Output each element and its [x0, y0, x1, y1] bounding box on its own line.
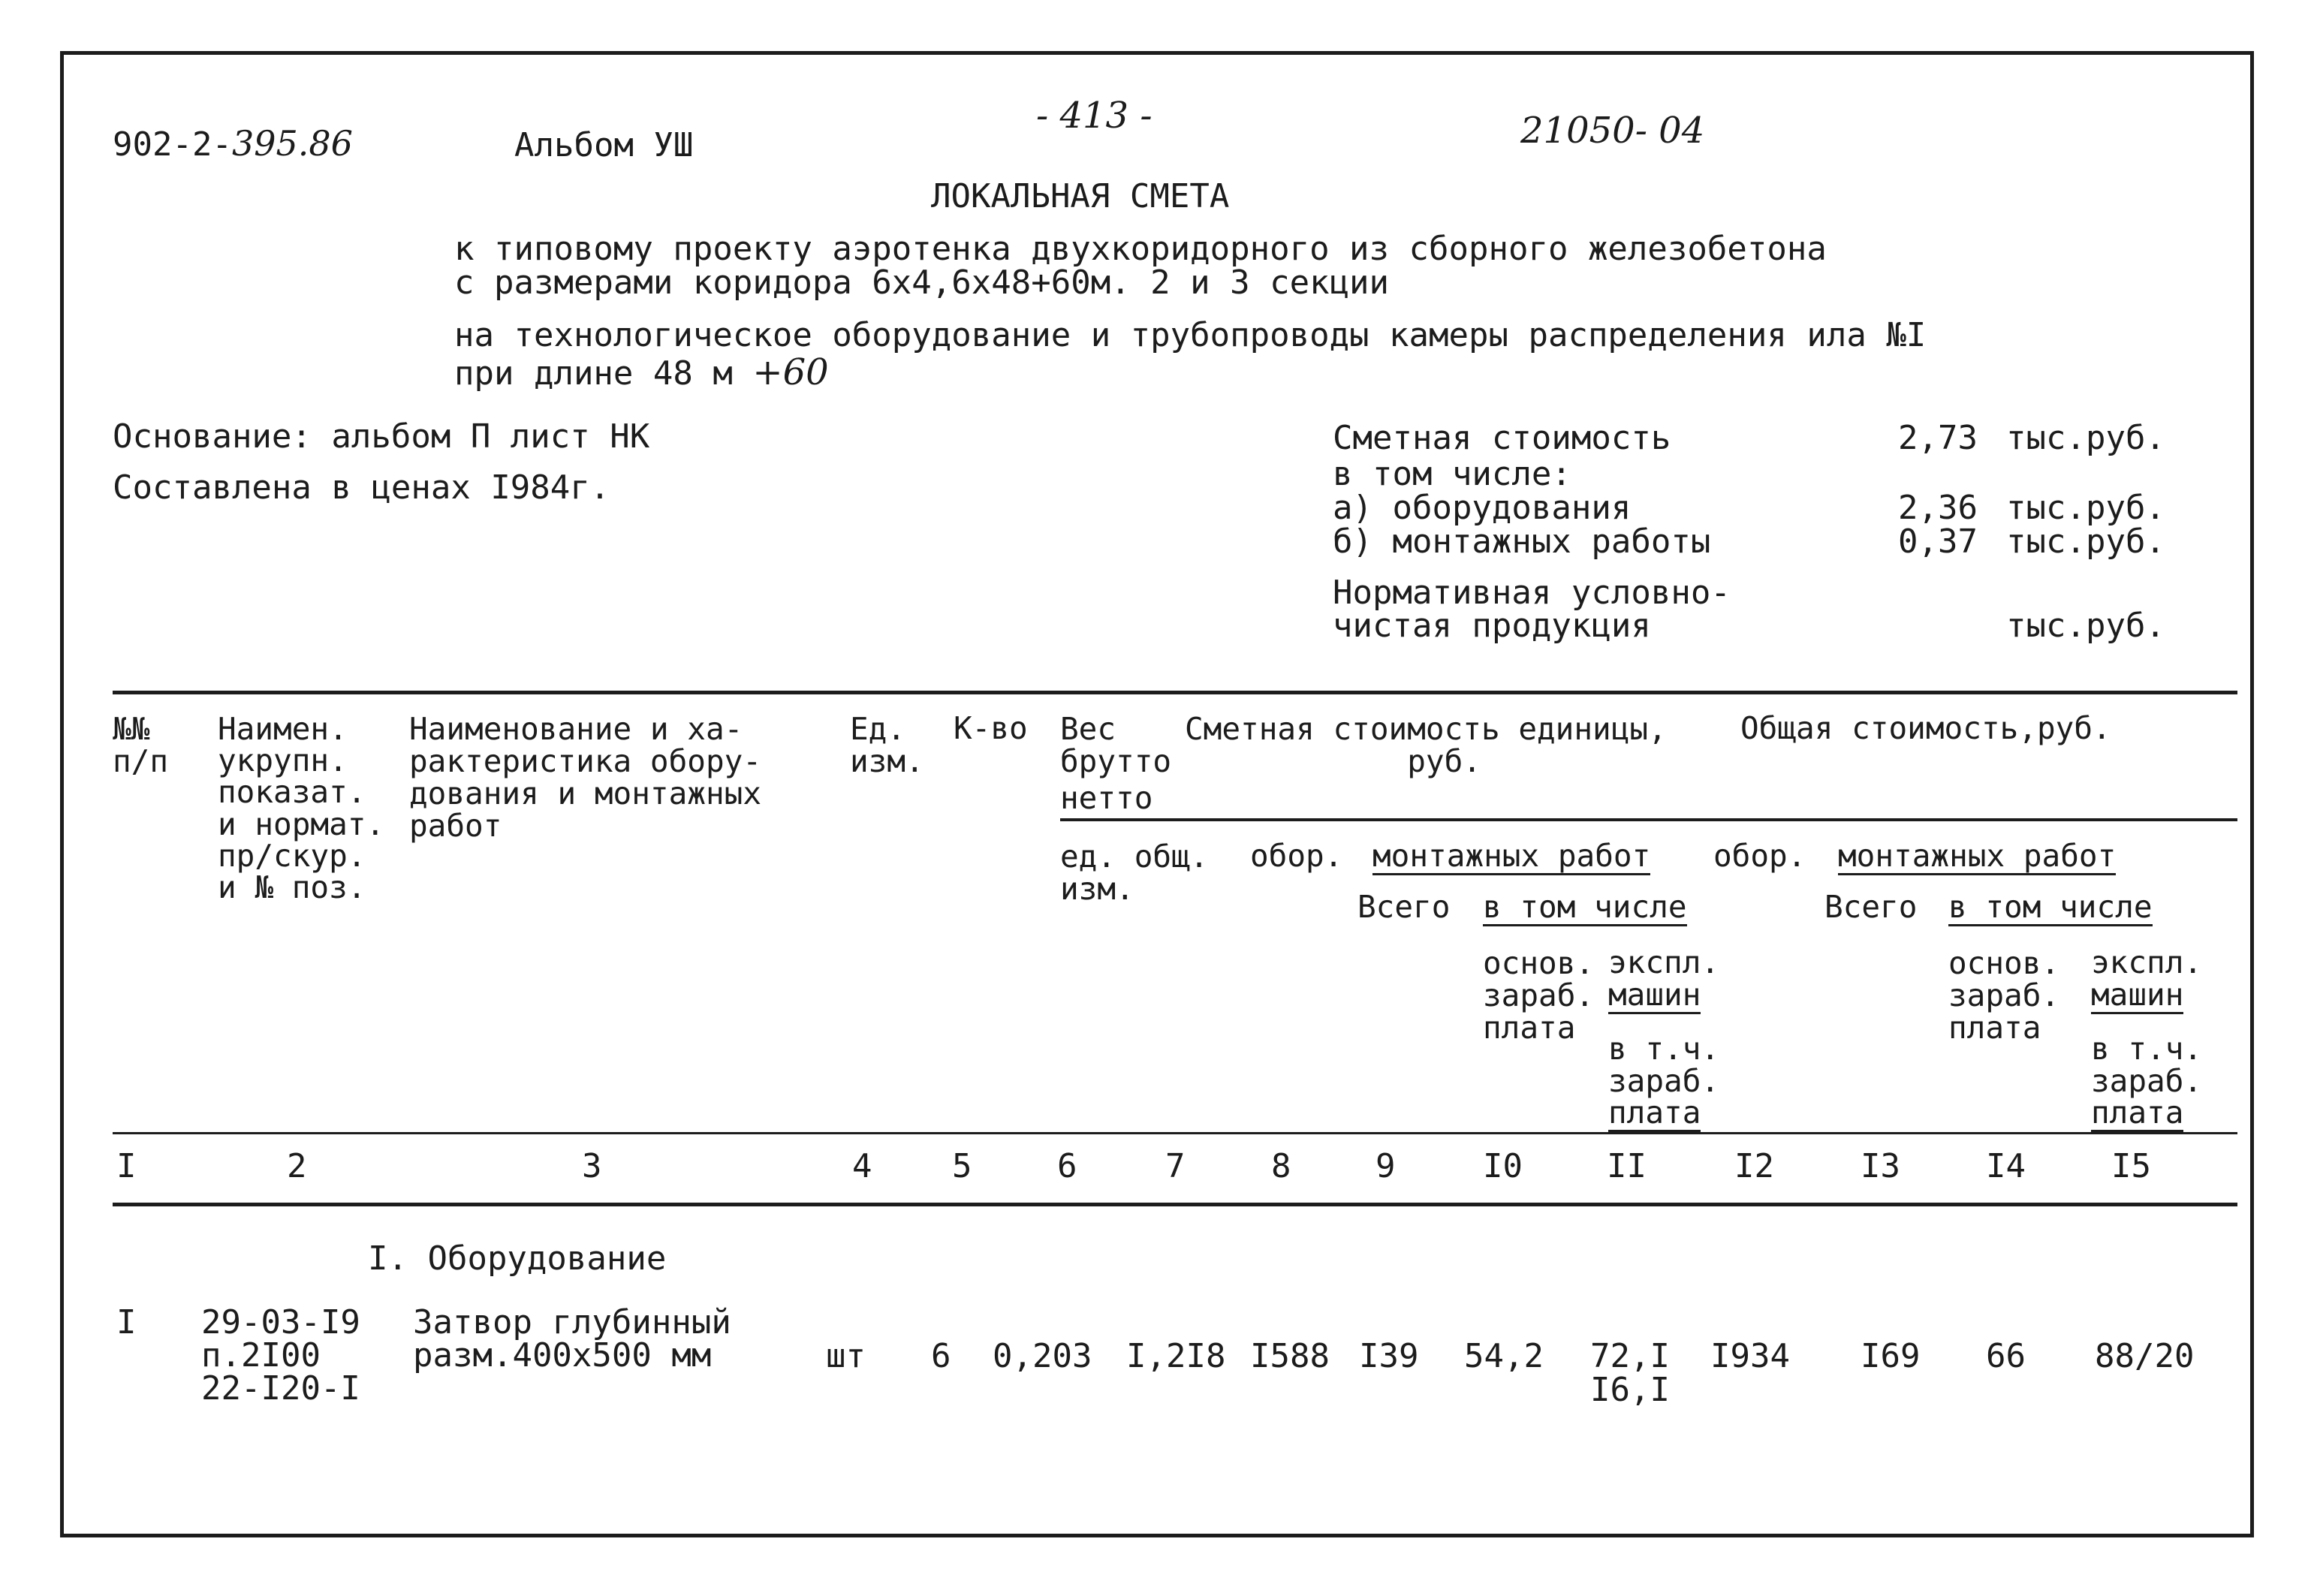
- col-number: I: [116, 1147, 137, 1185]
- title-line-2: с размерами коридора 6х4,6х48+60м. 2 и 3 секции: [454, 263, 1390, 302]
- col-number: 5: [952, 1147, 972, 1185]
- col-number: 9: [1375, 1147, 1396, 1185]
- col-header-wage-2: основ. зараб. плата: [1948, 945, 2060, 1046]
- cost-norm-label-2: чистая продукция: [1333, 607, 1651, 645]
- col-header-name: Наименование и ха- рактеристика обору- дования и монтажных работ: [409, 711, 761, 845]
- cost-norm-unit: тыс.руб.: [2006, 607, 2165, 645]
- frame-right: [2250, 51, 2254, 1536]
- col-header-wage-1: основ. зараб. плата: [1483, 945, 1595, 1046]
- col-header-mach-wage-2: в т.ч. зараб.: [2091, 1031, 2203, 1100]
- row-name: Затвор глубинный разм.400х500 мм: [413, 1303, 731, 1375]
- numbers-bottom-rule: [113, 1203, 2237, 1206]
- row-total-mount: I69: [1861, 1337, 1921, 1375]
- cost-mounting-label: б) монтажных работы: [1333, 522, 1711, 561]
- col-number: I3: [1861, 1147, 1900, 1185]
- row-unit-equip: I588: [1250, 1337, 1330, 1375]
- rule-netto: [1060, 818, 2237, 821]
- doc-code: 902-2-395.86: [113, 123, 353, 164]
- col-header-mach-1: экспл.: [1608, 944, 1720, 980]
- col-header-equip-total: обор.: [1713, 838, 1806, 874]
- cost-norm-label-1: Нормативная условно-: [1333, 574, 1731, 612]
- frame-top: [60, 51, 2254, 55]
- row-unit-wage: 54,2: [1464, 1337, 1544, 1375]
- col-header-total-1: Всего: [1357, 889, 1451, 925]
- col-number: 8: [1271, 1147, 1291, 1185]
- col-number: 2: [287, 1147, 307, 1185]
- section-title: I. Оборудование: [368, 1239, 667, 1278]
- table-top-rule: [113, 691, 2237, 694]
- cost-mounting-unit: тыс.руб.: [2006, 522, 2165, 561]
- col-header-mach-wage-1b: плата: [1608, 1095, 1701, 1131]
- col-header-mach-wage-2b: плата: [2091, 1095, 2184, 1131]
- title-line-4: при длине 48 м +60: [454, 351, 829, 393]
- col-number: I5: [2111, 1147, 2151, 1185]
- col-number: I4: [1986, 1147, 2026, 1185]
- col-header-mount-unit: монтажных работ: [1372, 838, 1651, 874]
- header-bottom-rule: [113, 1132, 2237, 1134]
- cost-equipment-value: 2,36: [1898, 489, 1978, 527]
- col-header-mach-1b: машин: [1608, 977, 1701, 1013]
- col-header-net: нетто: [1060, 780, 1153, 816]
- col-header-per-unit: ед. общ. изм.: [1060, 839, 1209, 908]
- col-header-equip-unit: обор.: [1250, 838, 1343, 874]
- col-number: I2: [1734, 1147, 1774, 1185]
- col-header-mach-wage-1: в т.ч. зараб.: [1608, 1031, 1720, 1100]
- doc-title: ЛОКАЛЬНАЯ СМЕТА: [931, 177, 1230, 215]
- doc-number: 21050- 04: [1520, 110, 1705, 152]
- col-number: 3: [582, 1147, 602, 1185]
- cost-total-label: Сметная стоимость: [1333, 419, 1671, 457]
- col-header-unit: Ед. изм.: [850, 711, 924, 780]
- col-number: I0: [1483, 1147, 1523, 1185]
- col-number: II: [1607, 1147, 1647, 1185]
- row-qty: 6: [931, 1337, 951, 1375]
- cost-including-label: в том числе:: [1333, 455, 1571, 493]
- album-label: Альбом УШ: [514, 126, 694, 164]
- col-header-num: №№ п/п: [113, 711, 169, 780]
- col-number: 6: [1057, 1147, 1077, 1185]
- title-line-3: на технологическое оборудование и трубопроводы камеры распределения ила №I: [454, 316, 1927, 354]
- row-unit: шт: [826, 1337, 866, 1375]
- cost-total-unit: тыс.руб.: [2006, 419, 2165, 457]
- title-line-1: к типовому проекту аэротенка двухкоридорного из сборного железобетона: [454, 230, 1827, 268]
- row-total-wage: 66: [1986, 1337, 2026, 1375]
- row-unit-mach: 72,I: [1590, 1337, 1670, 1375]
- col-header-qty: К-во: [954, 710, 1028, 746]
- col-header-incl-2: в том числе: [1948, 889, 2153, 925]
- col-header-weight: Вес брутто: [1060, 711, 1172, 780]
- col-header-mach-2b: машин: [2091, 977, 2184, 1013]
- row-num: I: [116, 1303, 137, 1342]
- prices-line: Составлена в ценах I984г.: [113, 468, 610, 507]
- col-header-mach-2: экспл.: [2091, 944, 2203, 980]
- col-header-unit-cost: Сметная стоимость единицы, руб.: [1185, 711, 1667, 780]
- page-number: - 413 -: [1036, 95, 1152, 137]
- row-unit-mach-wage: I6,I: [1590, 1371, 1670, 1409]
- col-header-total-2: Всего: [1824, 889, 1918, 925]
- basis-line: Основание: альбом П лист НК: [113, 417, 650, 456]
- col-header-total-cost: Общая стоимость,руб.: [1740, 710, 2111, 746]
- row-total-equip: I934: [1710, 1337, 1790, 1375]
- frame-left: [60, 51, 64, 1536]
- row-net: I,2I8: [1126, 1337, 1226, 1375]
- frame-bottom: [60, 1534, 2254, 1537]
- cost-equipment-label: а) оборудования: [1333, 489, 1632, 527]
- cost-total-value: 2,73: [1898, 419, 1978, 457]
- col-number: 4: [852, 1147, 872, 1185]
- row-total-mach: 88/20: [2095, 1337, 2195, 1375]
- cost-mounting-value: 0,37: [1898, 522, 1978, 561]
- col-header-norm: Наимен. укрупн. показат. и нормат. пр/скур. и № поз.: [218, 711, 385, 906]
- row-unit-mount-total: I39: [1359, 1337, 1419, 1375]
- col-header-mount-total: монтажных работ: [1838, 838, 2117, 874]
- row-norm: 29-03-I9 п.2I00 22-I20-I: [201, 1303, 360, 1408]
- cost-equipment-unit: тыс.руб.: [2006, 489, 2165, 527]
- row-gross: 0,203: [993, 1337, 1092, 1375]
- col-number: 7: [1165, 1147, 1186, 1185]
- col-header-incl-1: в том числе: [1483, 889, 1687, 925]
